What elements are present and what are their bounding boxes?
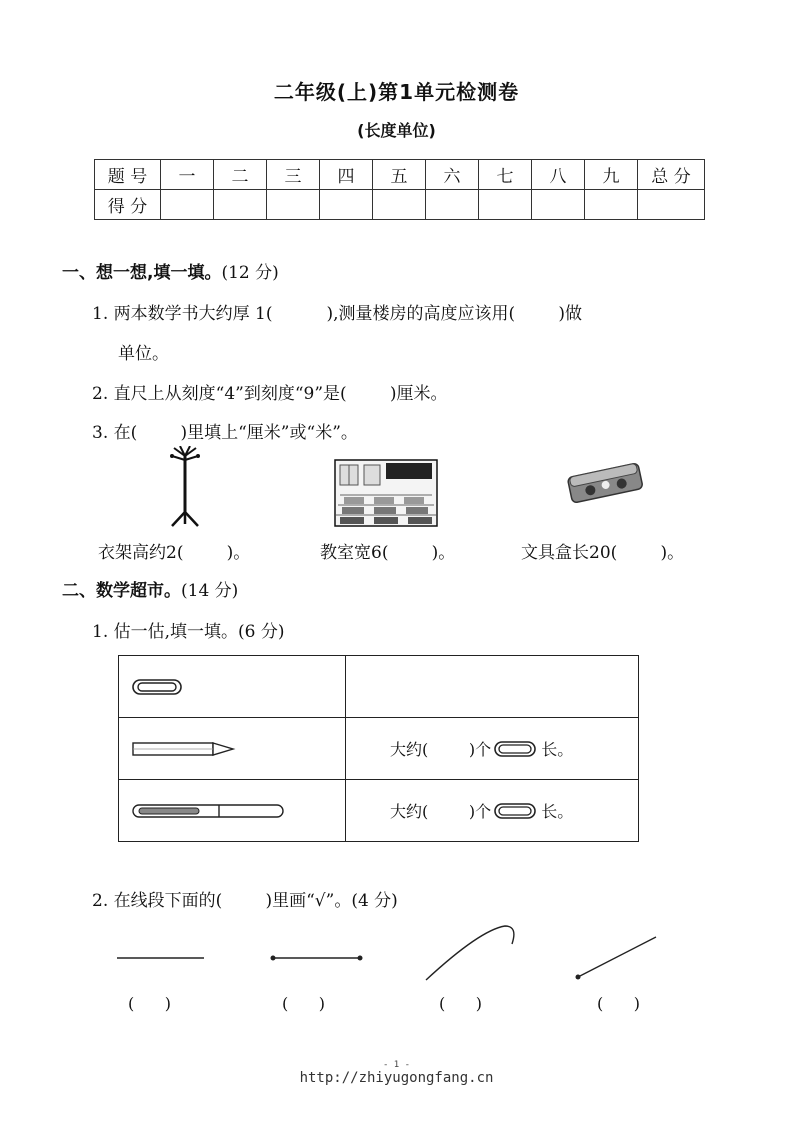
score-col: 九: [585, 160, 638, 190]
score-cell[interactable]: [638, 190, 705, 220]
estimate-row-paperclip: [119, 656, 639, 718]
score-col: 一: [161, 160, 214, 190]
question-3: 3. 在( )里填上“厘米”或“米”。: [92, 423, 358, 443]
line-segments-figure: [100, 920, 680, 990]
estimate-text: 大约( )个: [390, 740, 492, 759]
score-col: 四: [320, 160, 373, 190]
answer-blank[interactable]: ( ): [282, 994, 325, 1013]
score-col: 七: [479, 160, 532, 190]
score-cell[interactable]: [373, 190, 426, 220]
score-col: 二: [214, 160, 267, 190]
score-table-row-score: [95, 190, 705, 220]
answer-blank[interactable]: ( ): [597, 994, 640, 1013]
section2-sub1: 1. 估一估,填一填。(6 分): [92, 622, 285, 642]
curve-line: [426, 926, 514, 980]
pencil-icon: [131, 739, 241, 759]
page-number: - 1 -: [382, 1060, 411, 1070]
question-2: 2. 直尺上从刻度“4”到刻度“9”是( )厘米。: [92, 384, 448, 404]
pencil-case-icon: [563, 458, 647, 506]
estimate-unit: 长。: [541, 740, 574, 759]
caption-pencil-case: 文具盒长20( )。: [521, 543, 685, 563]
score-col: 五: [373, 160, 426, 190]
estimate-row-pencil: [119, 718, 639, 780]
question-1-cont: 单位。: [118, 344, 169, 364]
page-title: 二年级(上)第1单元检测卷: [273, 80, 520, 104]
ray-line: [578, 937, 656, 977]
section2-sub2: 2. 在线段下面的( )里画“√”。(4 分): [92, 891, 398, 911]
paperclip-icon: [131, 675, 191, 699]
section1-heading: 一、想一想,填一填。(12 分): [62, 263, 279, 283]
estimate-table: [118, 655, 639, 842]
score-cell[interactable]: [214, 190, 267, 220]
paperclip-icon: [493, 738, 539, 760]
estimate-text: 大约( )个: [390, 802, 492, 821]
answer-blank[interactable]: ( ): [439, 994, 482, 1013]
estimate-row-pen: [119, 780, 639, 842]
score-cell[interactable]: [320, 190, 373, 220]
estimate-unit: 长。: [541, 802, 574, 821]
paperclip-icon: [493, 800, 539, 822]
coat-rack-icon: [160, 446, 210, 528]
score-cell[interactable]: [267, 190, 320, 220]
score-table-label: 题 号: [95, 160, 161, 190]
footer-url[interactable]: http://zhiyugongfang.cn: [299, 1070, 494, 1086]
score-col: 三: [267, 160, 320, 190]
score-cell[interactable]: [532, 190, 585, 220]
question-1: 1. 两本数学书大约厚 1( ),测量楼房的高度应该用( )做: [92, 304, 583, 324]
footer: [0, 1060, 793, 1086]
score-cell[interactable]: [426, 190, 479, 220]
score-table: [94, 159, 705, 220]
answer-blank[interactable]: ( ): [128, 994, 171, 1013]
page-subtitle: (长度单位): [357, 121, 436, 140]
score-col: 六: [426, 160, 479, 190]
score-cell[interactable]: [585, 190, 638, 220]
pen-icon: [131, 800, 291, 822]
caption-coat-rack: 衣架高约2( )。: [98, 543, 251, 563]
score-cell[interactable]: [479, 190, 532, 220]
caption-classroom: 教室宽6( )。: [320, 543, 456, 563]
classroom-icon: [334, 459, 438, 527]
score-table-row-header: [95, 160, 705, 190]
section2-heading: 二、数学超市。(14 分): [62, 581, 239, 601]
score-cell[interactable]: [161, 190, 214, 220]
score-col-total: 总 分: [638, 160, 705, 190]
score-table-label: 得 分: [95, 190, 161, 220]
score-col: 八: [532, 160, 585, 190]
